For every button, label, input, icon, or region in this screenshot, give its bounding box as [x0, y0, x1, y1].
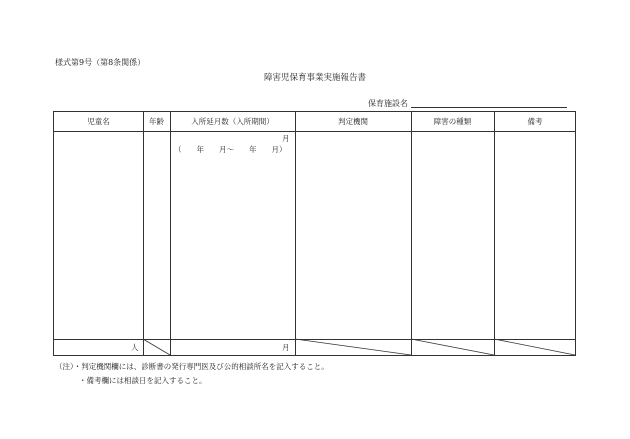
header-assessment-agency: 判定機関	[338, 117, 368, 126]
document-title: 障害児保育事業実施報告書	[263, 73, 366, 83]
note-prefix: （注）	[55, 362, 74, 371]
total-row-diagonals	[54, 112, 575, 355]
total-months-unit: 月	[282, 343, 290, 352]
form-number: 様式第9号（第8条関係）	[55, 58, 146, 67]
header-disability-type: 障害の種類	[433, 117, 472, 126]
note-2: ・備考欄には相談日を記入すること。	[79, 376, 207, 385]
facility-name-field[interactable]	[411, 107, 567, 108]
header-remarks: 備考	[527, 117, 543, 126]
note-1	[55, 361, 329, 372]
facility-name-label: 保育施設名	[368, 99, 408, 108]
header-age: 年齢	[149, 117, 164, 126]
total-persons-unit: 人	[131, 343, 139, 352]
month-unit: 月	[282, 134, 290, 143]
note-text: ・判定機関欄には、診断書の発行専門医及び公的相談所名を記入すること。	[73, 362, 329, 371]
header-child-name: 児童名	[87, 117, 110, 126]
report-table	[53, 111, 576, 356]
enrollment-period: （ 年 月〜 年 月）	[174, 145, 287, 154]
header-enrollment-months: 入所延月数（入所期間）	[191, 117, 274, 126]
